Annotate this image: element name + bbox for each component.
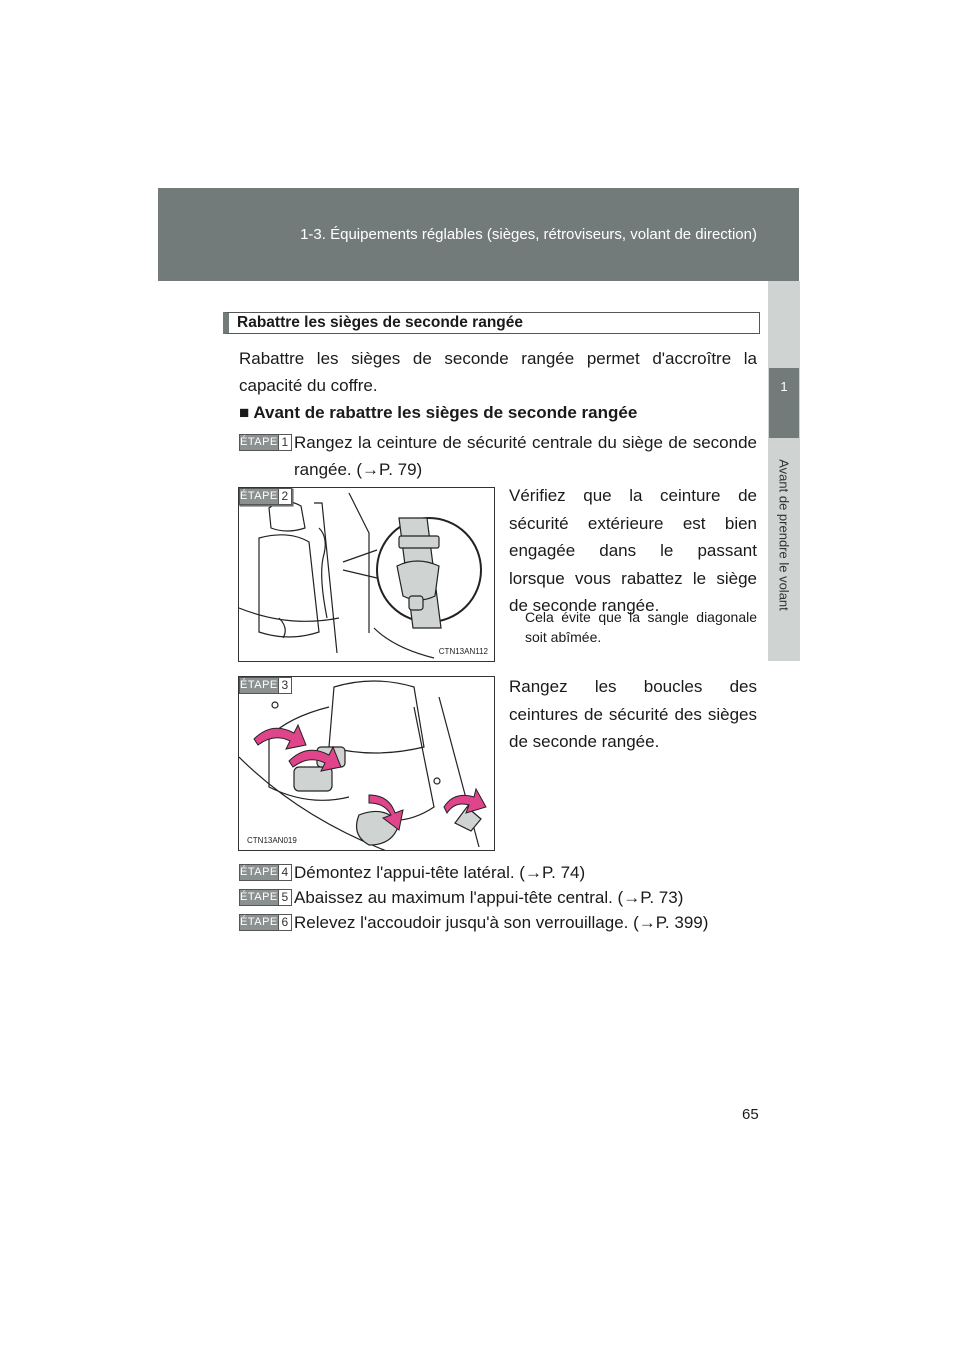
step-5-text: Abaissez au maximum l'appui-tête central. (→P. 73) [294, 888, 684, 907]
buckle-illustration [239, 677, 495, 851]
seatbelt-illustration [239, 488, 495, 662]
page-number: 65 [742, 1106, 759, 1123]
bullet-square-icon: ■ [239, 403, 250, 422]
chapter-header [158, 188, 799, 281]
figure-code-2: CTN13AN019 [247, 836, 297, 845]
subheading-text: Avant de rabattre les sièges de seconde rangée [253, 403, 638, 422]
step-badge-4: ÉTAPE 4 [239, 864, 292, 881]
step-badge-1: ÉTAPE 1 [239, 434, 292, 451]
step-2-note: Cela évite que la sangle diagonale soit abîmée. [525, 609, 757, 645]
step-6-text: Relevez l'accoudoir jusqu'à son verrouillage. (→P. 399) [294, 913, 709, 932]
section-title-box [223, 312, 760, 334]
side-tab-label: Avant de prendre le volant [776, 459, 792, 611]
chapter-title: 1-3. Équipements réglables (sièges, rétroviseurs, volant de direction) [300, 226, 757, 243]
step-badge-2: ÉTAPE 2 [239, 488, 292, 505]
step-2-text: Vérifiez que la ceinture de sécurité extérieure est bien engagée dans le passant lorsque vous rabattez le siège de seconde rangée. [509, 486, 757, 615]
intro-paragraph: Rabattre les sièges de seconde rangée permet d'accroître la capacité du coffre. [239, 349, 757, 395]
subheading [239, 403, 637, 423]
step-3-text: Rangez les boucles des ceintures de sécurité des sièges de seconde rangée. [509, 677, 757, 751]
step-1-text: Rangez la ceinture de sécurité centrale du siège de seconde rangée. (→P. 79) [294, 433, 757, 479]
step-badge-6: ÉTAPE 6 [239, 914, 292, 931]
figure-code-1: CTN13AN112 [438, 647, 488, 656]
step-4-text: Démontez l'appui-tête latéral. (→P. 74) [294, 863, 586, 882]
seatbelt-guide-illustration [238, 487, 495, 662]
step-badge-5: ÉTAPE 5 [239, 889, 292, 906]
step-badge-3: ÉTAPE 3 [239, 677, 292, 694]
buckle-storage-illustration [238, 676, 495, 851]
section-title: Rabattre les sièges de seconde rangée [237, 314, 524, 331]
side-tab-number: 1 [769, 368, 799, 438]
